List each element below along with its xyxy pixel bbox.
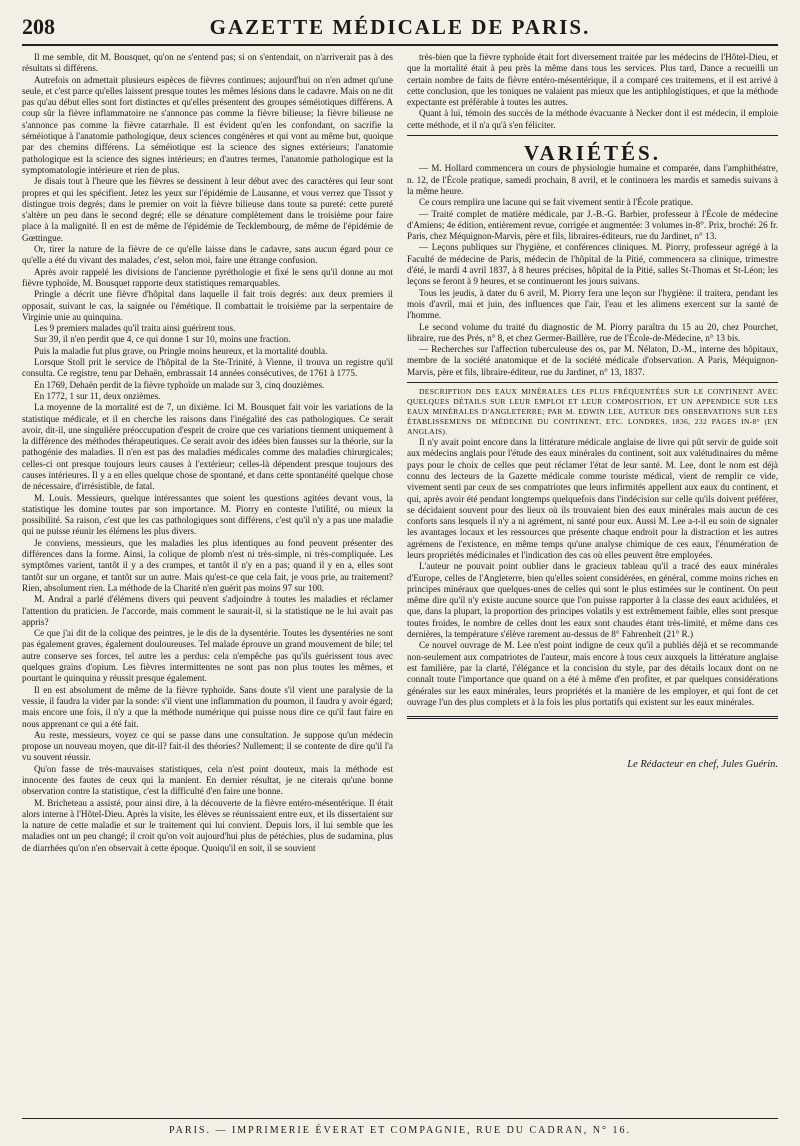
paragraph: Je disais tout à l'heure que les fièvres se dessinent à leur début avec des caractères qui leur sont propres et qui les spécifient. Jetez les yeux sur l'épidémie de Lausanne, et vous verrez que Tissot y distingue trois degrés; dans le premier on voit la fièvre bilieuse dans toute sa pureté: cette pureté s'altère un peu dans le second degré; elle se dénature complètement dans le troisième pour faire place à la malignité. Il en est de même de l'épidémie de Tecklembourg, de même de l'épidémie de Gœttingue. [22,176,393,243]
varietes-item: — Traité complet de matière médicale, par J.-B.-G. Barbier, professeur à l'École de médecine d'Amiens; 4e édition, entièrement revue, corrigée et augmentée: 3 volumes in-8°. Prix, broché: 26 fr. Paris, chez Méquignon-Marvis, père et fils, libraires-éditeurs, rue du Jardinet, n° 13. [407,208,778,242]
right-column [407,52,778,1112]
book-notice-heading: DESCRIPTION DES EAUX MINÉRALES LES PLUS FRÉQUENTÉES SUR LE CONTINENT AVEC QUELQUES DÉTAILS SUR LEUR EMPLOI ET LEUR COMPOSITION, ET UN APPENDICE SUR LES EAUX MINÉRALES D'ANGLETERRE; PAR M. EDWIN LEE, AUTEUR DES OBSERVATIONS SUR LES ÉTABLISSEMENS DE MÉDECINE DU CONTINENT, ETC. LONDRES, 1836, 232 PAGES IN-8° (EN ANGLAIS). [407,387,778,437]
paragraph: Ce que j'ai dit de la colique des peintres, je le dis de la dysentérie. Toutes les dysentéries ne sont pas également graves, également douloureuses. Tel malade éprouve un grand mouvement de bile; tel autre conserve ses forces, tel autre les a perdus: cela n'empêche pas qu'ils guérissent tous avec quelques grains d'opium. Les fièvres intermittentes ne sont pas non plus toutes les mêmes, et pourtant le quinquina y réussit presque également. [22,628,393,684]
paragraph: Après avoir rappelé les divisions de l'ancienne pyréthologie et fixé le sens qu'il donne au mot fièvre typhoïde, M. Bousquet rapporte deux statistiques remarquables. [22,266,393,288]
varietes-item: — M. Hollard commencera un cours de physiologie humaine et comparée, dans l'amphithéatre, n. 12, de l'École pratique, samedi prochain, 8 avril, et le continuera les mardis et samedis suivans à la même heure. [407,163,778,196]
paragraph: Il n'y avait point encore dans la littérature médicale anglaise de livre qui pût servir de guide soit aux médecins anglais pour l'étude des eaux minérales du continent, soit aux valétudinaires du même pays pour le choix de celles que peut réclamer l'état de leur santé. M. Lee, dont le nom est déjà connu des lecteurs de la Gazette médicale comme touriste médical, vient de remplir ce vide, vivement senti par ceux de ses compatriotes que leurs infirmités appellent aux eaux du continent, et qui, après avoir été pendant longtemps quelquefois dans l'indécision sur celle qu'ils doivent préférer, se décidaient souvent pour des lieux où ils trouvaient bien des eaux minérales mais aucun de ces conforts sans lesquels il n'y a ni agrément, ni santé pour eux. Aussi M. Lee a-t-il eu soin de signaler les avantages locaux et les ressources que présente chaque endroit pour la distraction et les autres agrémens de l'existence, en même temps qu'une analyse chimique de ces eaux, l'énumération de leurs propriétés médicinales et l'indication des cas où elles peuvent être employées. [407,437,778,560]
paragraph: Puis la maladie fut plus grave, ou Pringle moins heureux, et la mortalité doubla. [34,345,328,356]
paragraph: Qu'on fasse de très-mauvaises statistiques, cela n'est point douteux, mais la méthode est innocente des fautes de ceux qui la manient. En dernier résultat, je ne citerais qu'une bonne observation contre la statistique, c'est la difficulté d'en faire une bonne. [22,763,393,797]
paragraph: Quant à lui, témoin des succès de la méthode évacuante à Necker dont il est médecin, il emploie cette méthode, et il n'a qu'à s'en féliciter. [407,108,778,130]
varietes-item: Ce cours remplira une lacune qui se fait vivement sentir à l'École pratique. [419,197,693,208]
paragraph: M. Andral a parlé d'élémens divers qui peuvent s'adjoindre à toutes les maladies et réclamer l'attention du praticien. Je l'accorde, mais comment le saurait-il, si la statistique ne le lui avait pas appris? [22,594,393,627]
paragraph: En 1772, 1 sur 11, deux onzièmes. [34,390,161,401]
varietes-item: — Recherches sur l'affection tuberculeuse des os, par M. Nélaton, D.-M., interne des hôpitaux, membre de la société anatomique et de la société médicale d'observation. A Paris, Méquignon-Marvis, père et fils, libraire-éditeur, rue du Jardinet, n° 13, 1837. [407,344,778,377]
paragraph: très-bien que la fièvre typhoïde était fort diversement traitée par les médecins de l'Hôtel-Dieu, et que la mortalité était à peu près la même dans tous les services. Plus tard, Dance a recueilli un certain nombre de faits de fièvre entéro-mésentérique, il a comparé ces traitemens, et il est arrivé à cette conclusion, que les toniques ne valaient pas mieux que les antiphlogistiques, et que la méthode expectante est préférable à toutes les autres. [407,52,778,108]
printer-footer: PARIS. — IMPRIMERIE ÉVERAT ET COMPAGNIE, RUE DU CADRAN, N° 16. [22,1118,778,1136]
paragraph: L'auteur ne pouvait point oublier dans le gracieux tableau qu'il a tracé des eaux minérales d'Europe, celles de l'Angleterre, bien qu'elles soient considérées, en général, comme moins riches en principes minéraux que quelques-unes de celles qui sont le plus estimées sur le continent. On peut même dire qu'il n'y existe aucune source que l'on puisse rapporter à la classe des eaux acidulées, et que, dans la plupart, la proportion des principes volatils y est extrêmement faible, elles sont presque toutes froides, le nombre de celles dont les eaux sont chaudes étant très-limité, et même dans ces dernières, la température s'élève rarement au-dessus de 8° Fahrenheit (21° R.) [407,561,778,640]
paragraph: La moyenne de la mortalité est de 7, un dixième. Ici M. Bousquet fait voir les variations de la statistique médicale, et il en cherche les raisons dans l'inégalité des cas pathologiques. Ce serait avoir, dit-il, une singulière préoccupation d'esprit de croire que ces variations tiennent uniquement à la différence des méthodes thérapeutiques. Ce serait avoir des idées bien fausses sur la théorie, sur la pathogénie des maladies. Il n'en est pas des maladies médicales comme des maladies chirurgicales; celles-ci ont presque toujours leurs causes à l'extérieur; celles-là dépendent presque toujours des causes intérieures. Il y a en elles quelque chose de spontané, et dans cette spontanéité quelque chose de nécessaire, d'irrésistible, de fatal. [22,402,393,492]
varietes-item: — Leçons publiques sur l'hygiène, et conférences cliniques. M. Piorry, professeur agrégé à la Faculté de médecine de Paris, médecin de l'hôpital de la Pitié, commencera sa clinique, trimestre d'été, le mardi 4 avril 1837, à 8 heures précises, hôpital de la Pitié, salles St-Thomas et St-Léon; les leçons se feront à 9 heures, et se continueront les jours suivans. [407,242,778,287]
left-column [22,52,393,1112]
divider [407,716,778,719]
journal-title: GAZETTE MÉDICALE DE PARIS. [209,15,591,39]
paragraph: Au reste, messieurs, voyez ce qui se passe dans une consultation. Je suppose qu'un médecin propose un nouveau moyen, que dit-il? fait-il des théories? Nullement; il se contente de dire qu'il l'a vu souvent réussir. [22,729,393,763]
section-title-varietes: VARIÉTÉS. [524,141,661,166]
paragraph: En 1769, Dehaën perdit de la fièvre typhoïde un malade sur 3, cinq douzièmes. [34,379,325,390]
varietes-item: Tous les jeudis, à dater du 6 avril, M. Piorry fera une leçon sur l'hygiène: il traitera, pendant les mois d'avril, mai et juin, des influences que l'air, l'eau et les alimens exercent sur la santé de l'homme. [407,287,778,321]
divider [407,135,778,136]
divider [407,382,778,383]
page-number: 208 [22,14,55,39]
paragraph: Il me semble, dit M. Bousquet, qu'on ne s'entend pas; si on s'entendait, on n'arriverait pas à des résultats si différens. [22,52,393,74]
paragraph: Sur 39, il n'en perdit que 4, ce qui donne 1 sur 10, moins une fraction. [34,334,291,345]
paragraph: Or, tirer la nature de la fièvre de ce qu'elle laisse dans le cadavre, sans aucun égard pour ce qu'elle a été du vivant des malades, c'est, selon moi, faire une étrange confusion. [22,244,393,266]
paragraph: M. Bricheteau a assisté, pour ainsi dire, à la découverte de la fièvre entéro-mésentérique. Il était alors interne à l'Hôtel-Dieu. Après la visite, les élèves se réunissaient entre eux, et ils dissertaient sur la nature de cette maladie et sur le traitement qui lui convient. Depuis lors, il lui semble que les maladies ont un peu changé; il croit qu'on voit aujourd'hui plus de pétéchies, plus de sudamina, plus de diarrhées qu'on n'en observait à cette époque. Quoiqu'il en soit, il se souvient [22,797,393,853]
paragraph: Lorsque Stoll prit le service de l'hôpital de la Ste-Trinité, à Vienne, il trouva un registre qu'il consulta. Ce registre, tenu par Dehaën, embrassait 14 années consécutives, de 1761 à 1775. [22,357,393,379]
paragraph: Il en est absolument de même de la fièvre typhoïde. Sans doute s'il vient une paralysie de la vessie, il faudra la vider par la sonde: s'il vient une inflammation du poumon, il faudra y avoir égard; mais encore une fois, il n'y a que la méthode numérique qui puisse nous dire ce qu'il faut faire en nous apprenant ce qui a été fait. [22,684,393,729]
paragraph: Je conviens, messieurs, que les maladies les plus identiques au fond peuvent présenter des différences dans la forme. Ainsi, la colique de plomb n'est ni très-simple, ni très-compliquée. Les symptômes varient, tantôt il y a des crampes, et tantôt il n'y en a pas; quand il y en a, elles sont tantôt sur un organe, et tantôt sur un autre. Mais qu'est-ce que cela fait, je vous prie, au traitement? Rien, absolument rien. La méthode de la Charité n'en guérit pas moins 97 sur 100. [22,537,393,593]
paragraph: Autrefois on admettait plusieurs espèces de fièvres continues; aujourd'hui on n'en admet qu'une seule, et c'est parce qu'elles laissent presque toutes les mêmes lésions dans le cadavre. Mais on ne dit pas qu'au début elles sont fort distinctes et qu'elles présentent des groupes séméiotiques différens. A coup sûr la fièvre inflammatoire ne s'annonce pas comme la fièvre bilieuse; la fièvre bilieuse ne s'annonce pas comme la fièvre catarrhale. Il est évident qu'en les confondant, on sacrifie la séméiotique à l'anatomie pathologique, deux sciences congénères et qui vont au même but, quoique par des chemins différens. La séméiotique est la science des signes extérieurs; l'anatomie pathologique est la science des signes intérieurs; en d'autres termes, l'anatomie pathologique est la symptomatologie intérieure et rien de plus. [22,74,393,175]
paragraph: Les 9 premiers malades qu'il traita ainsi guérirent tous. [34,323,236,334]
page-header [22,14,778,46]
editor-signature: Le Rédacteur en chef, Jules Guérin. [627,759,778,771]
paragraph: M. Louis. Messieurs, quelque intéressantes que soient les questions agitées devant vous, la statistique les domine toutes par son importance. M. Piorry en conteste l'utilité, ou mieux la possibilité. Sa raison, c'est que les cas pathologiques sont différens, c'est qu'il n'y a pas une maladie qui ne puisse réunir les élémens les plus divers. [22,492,393,537]
varietes-item: Le second volume du traité du diagnostic de M. Piorry paraîtra du 15 au 20, chez Pourchet, libraire, rue des Prés, n° 8, et chez Germer-Baillère, rue de l'École-de-Médecine, n° 13 bis. [407,321,778,343]
paragraph: Pringle a décrit une fièvre d'hôpital dans laquelle il fait trois degrés: aux deux premiers il opposait, suivant le cas, la saignée ou l'émétique. Il combattait le troisième par la serpentaire de Virginie unie au quinquina. [22,289,393,322]
paragraph: Ce nouvel ouvrage de M. Lee n'est point indigne de ceux qu'il a publiés déjà et se recommande non-seulement aux compatriotes de l'auteur, mais encore à tous ceux auxquels la littérature anglaise est familière, par la clarté, l'élégance et la concision du style, par des détails locaux dont on ne connaît toute l'importance que quand on a été à même d'en profiter, et par quelques considérations générales sur les eaux minérales, leurs propriétés et la manière de les employer, et qui font de cet ouvrage l'un des plus complets et à la fois les plus portatifs qui existent sur les eaux minérales. [407,640,778,707]
